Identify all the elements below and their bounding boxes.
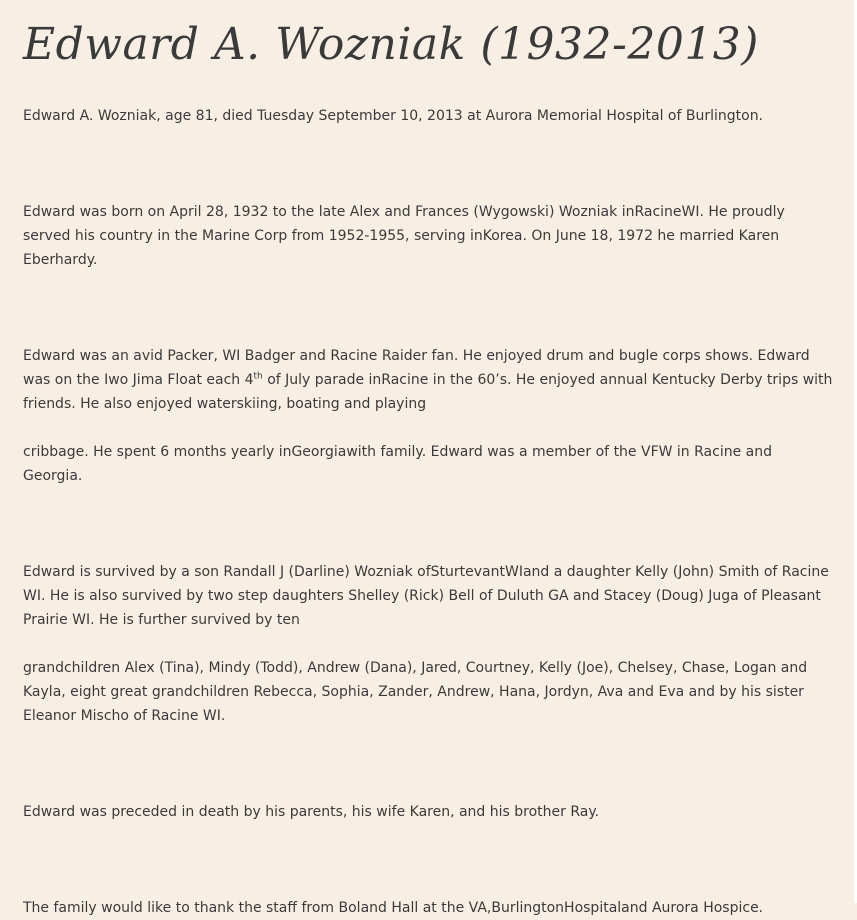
ordinal-suffix: th xyxy=(253,371,263,382)
page-title: Edward A. Wozniak (1932-2013) xyxy=(23,19,759,70)
spacer xyxy=(23,416,833,440)
spacer xyxy=(23,80,833,104)
paragraph-birth: Edward was born on April 28, 1932 to the late Alex and Frances (Wygowski) Wozniak inRacineWI. He proudly served his country in the Marine Corp from 1952-1955, serving inKorea. On June 18, 1972 he married Karen Eberhardy. xyxy=(23,204,785,268)
hobbies-text-start: Edward was an avid Packer, WI Badger and Racine Raider fan. He enjoyed drum and bugle corps shows. Edward was on the Iwo Jima Float each 4 xyxy=(23,348,810,388)
paragraph-survivors-continued: grandchildren Alex (Tina), Mindy (Todd), Andrew (Dana), Jared, Courtney, Kelly (Joe), Chelsey, Chase, Logan and Kayla, eight great grandchildren Rebecca, Sophia, Zander, Andrew, Hana, Jordyn, Ava and Eva and by his sister Eleanor Mischo of Racine WI. xyxy=(23,660,808,724)
paragraph-death: Edward A. Wozniak, age 81, died Tuesday September 10, 2013 at Aurora Memorial Hospital of Burlington. xyxy=(23,108,764,124)
paragraph-preceded: Edward was preceded in death by his parents, his wife Karen, and his brother Ray. xyxy=(23,804,600,820)
paragraph-hobbies-continued: cribbage. He spent 6 months yearly inGeorgiawith family. Edward was a member of the VFW in Racine and Georgia. xyxy=(23,444,772,484)
spacer xyxy=(23,632,833,656)
paragraph-thanks: The family would like to thank the staff from Boland Hall at the VA,BurlingtonHospitaland Aurora Hospice. xyxy=(23,900,764,916)
spacer xyxy=(23,728,833,800)
obituary-body xyxy=(23,80,833,920)
paragraph-survivors: Edward is survived by a son Randall J (Darline) Wozniak ofSturtevantWIand a daughter Kelly (John) Smith of Racine WI. He is also survived by two step daughters Shelley (Rick) Bell of Duluth GA and Stacey (Doug) Juga of Pleasant Prairie WI. He is further survived by ten xyxy=(23,564,829,628)
spacer xyxy=(23,128,833,200)
hobbies-text-end: of July parade inRacine in the 60’s. He enjoyed annual Kentucky Derby trips with friends. He also enjoyed waterskiing, boating and playing xyxy=(23,372,833,412)
spacer xyxy=(23,272,833,344)
spacer xyxy=(23,488,833,560)
spacer xyxy=(23,824,833,896)
paragraph-hobbies xyxy=(23,344,833,416)
